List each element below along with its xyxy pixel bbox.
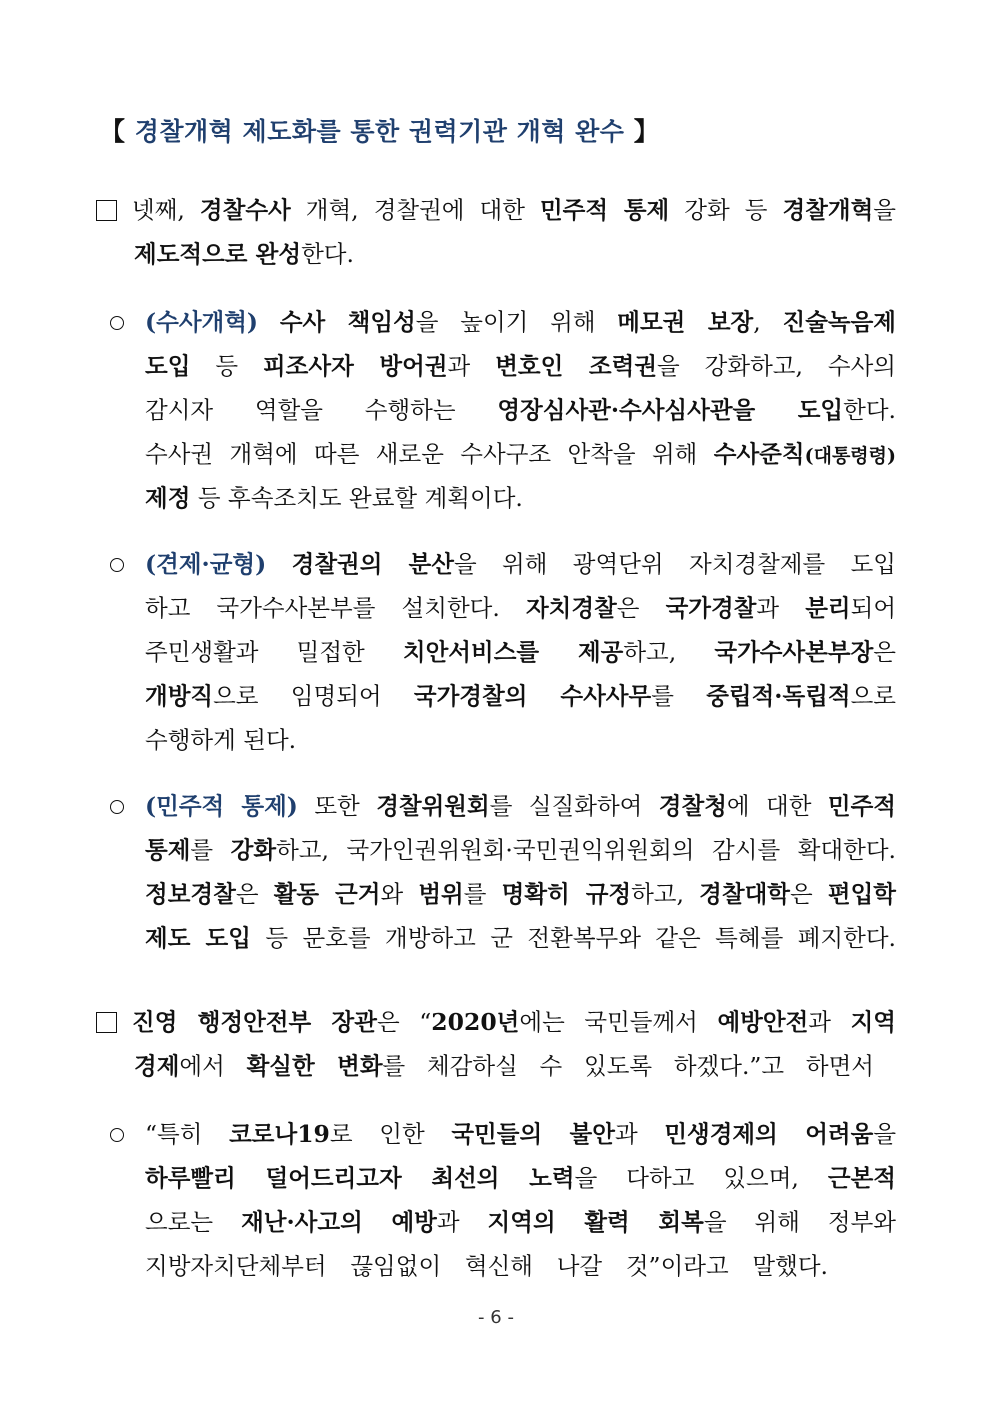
section1-line-2: 제도적으로 완성한다. bbox=[134, 240, 354, 268]
circle-bullet-icon bbox=[110, 1128, 124, 1142]
bullet4-line-4: 지방자치단체부터 끊임없이 혁신해 나갈 것”이라고 말했다. bbox=[145, 1252, 828, 1280]
circle-bullet-icon bbox=[110, 316, 124, 330]
bullet2-line-4: 개방직으로 임명되어 국가경찰의 수사사무를 중립적·독립적으로 bbox=[145, 682, 896, 710]
bullet1-line-2: 도입 등 피조사자 방어권과 변호인 조력권을 강화하고, 수사의 bbox=[145, 352, 896, 380]
bullet2-tag: (견제·균형) bbox=[145, 550, 267, 578]
bullet3-line-3: 정보경찰은 활동 근거와 범위를 명확히 규정하고, 경찰대학은 편입학 bbox=[145, 880, 896, 908]
bullet1-line-3: 감시자 역할을 수행하는 영장심사관·수사심사관을 도입한다. bbox=[145, 396, 896, 424]
bullet2-line-3: 주민생활과 밀접한 치안서비스를 제공하고, 국가수사본부장은 bbox=[145, 638, 896, 666]
bullet4-line-2: 하루빨리 덜어드리고자 최선의 노력을 다하고 있으며, 근본적 bbox=[145, 1164, 896, 1192]
bullet1-line-5: 제정 등 후속조치도 완료할 계획이다. bbox=[145, 484, 523, 512]
bullet2-line-1: (견제·균형) 경찰권의 분산을 위해 광역단위 자치경찰제를 도입 bbox=[145, 550, 896, 578]
circle-bullet-icon bbox=[110, 558, 124, 572]
bullet3-line-4: 제도 도입 등 문호를 개방하고 군 전환복무와 같은 특혜를 폐지한다. bbox=[145, 924, 896, 952]
heading-bracket-close: 】 bbox=[633, 117, 660, 146]
section-heading bbox=[100, 112, 900, 148]
heading-bracket-open: 【 bbox=[100, 117, 126, 146]
page-number: - 6 - bbox=[478, 1307, 514, 1328]
section2-line-2: 경제에서 확실한 변화를 체감하실 수 있도록 하겠다.”고 하면서 bbox=[134, 1052, 874, 1080]
section2-line-1: 진영 행정안전부 장관은 “2020년에는 국민들께서 예방안전과 지역 bbox=[132, 1008, 897, 1036]
bullet4-line-1: “특히 코로나19로 인한 국민들의 불안과 민생경제의 어려움을 bbox=[145, 1120, 897, 1148]
square-bullet-icon bbox=[96, 1012, 117, 1033]
bullet3-line-1: (민주적 통제) 또한 경찰위원회를 실질화하여 경찰청에 대한 민주적 bbox=[145, 792, 896, 820]
bullet3-tag: (민주적 통제) bbox=[145, 792, 298, 820]
heading-text: 경찰개혁 제도화를 통한 권력기관 개혁 완수 bbox=[134, 117, 625, 146]
bullet4-line-3: 으로는 재난·사고의 예방과 지역의 활력 회복을 위해 정부와 bbox=[145, 1208, 896, 1236]
bullet3-line-2: 통제를 강화하고, 국가인권위원회·국민권익위원회의 감시를 확대한다. bbox=[145, 836, 896, 864]
bullet1-line-1: (수사개혁) 수사 책임성을 높이기 위해 메모권 보장, 진술녹음제 bbox=[145, 308, 897, 336]
square-bullet-icon bbox=[96, 200, 117, 221]
bullet2-line-2: 하고 국가수사본부를 설치한다. 자치경찰은 국가경찰과 분리되어 bbox=[145, 594, 897, 622]
bullet2-line-5: 수행하게 된다. bbox=[145, 726, 297, 754]
bullet1-tag: (수사개혁) bbox=[145, 308, 259, 336]
bullet1-line-4: 수사권 개혁에 따른 새로운 수사구조 안착을 위해 수사준칙(대통령령) bbox=[145, 440, 896, 468]
circle-bullet-icon bbox=[110, 800, 124, 814]
section1-line-1: 넷째, 경찰수사 개혁, 경찰권에 대한 민주적 통제 강화 등 경찰개혁을 bbox=[132, 196, 896, 224]
